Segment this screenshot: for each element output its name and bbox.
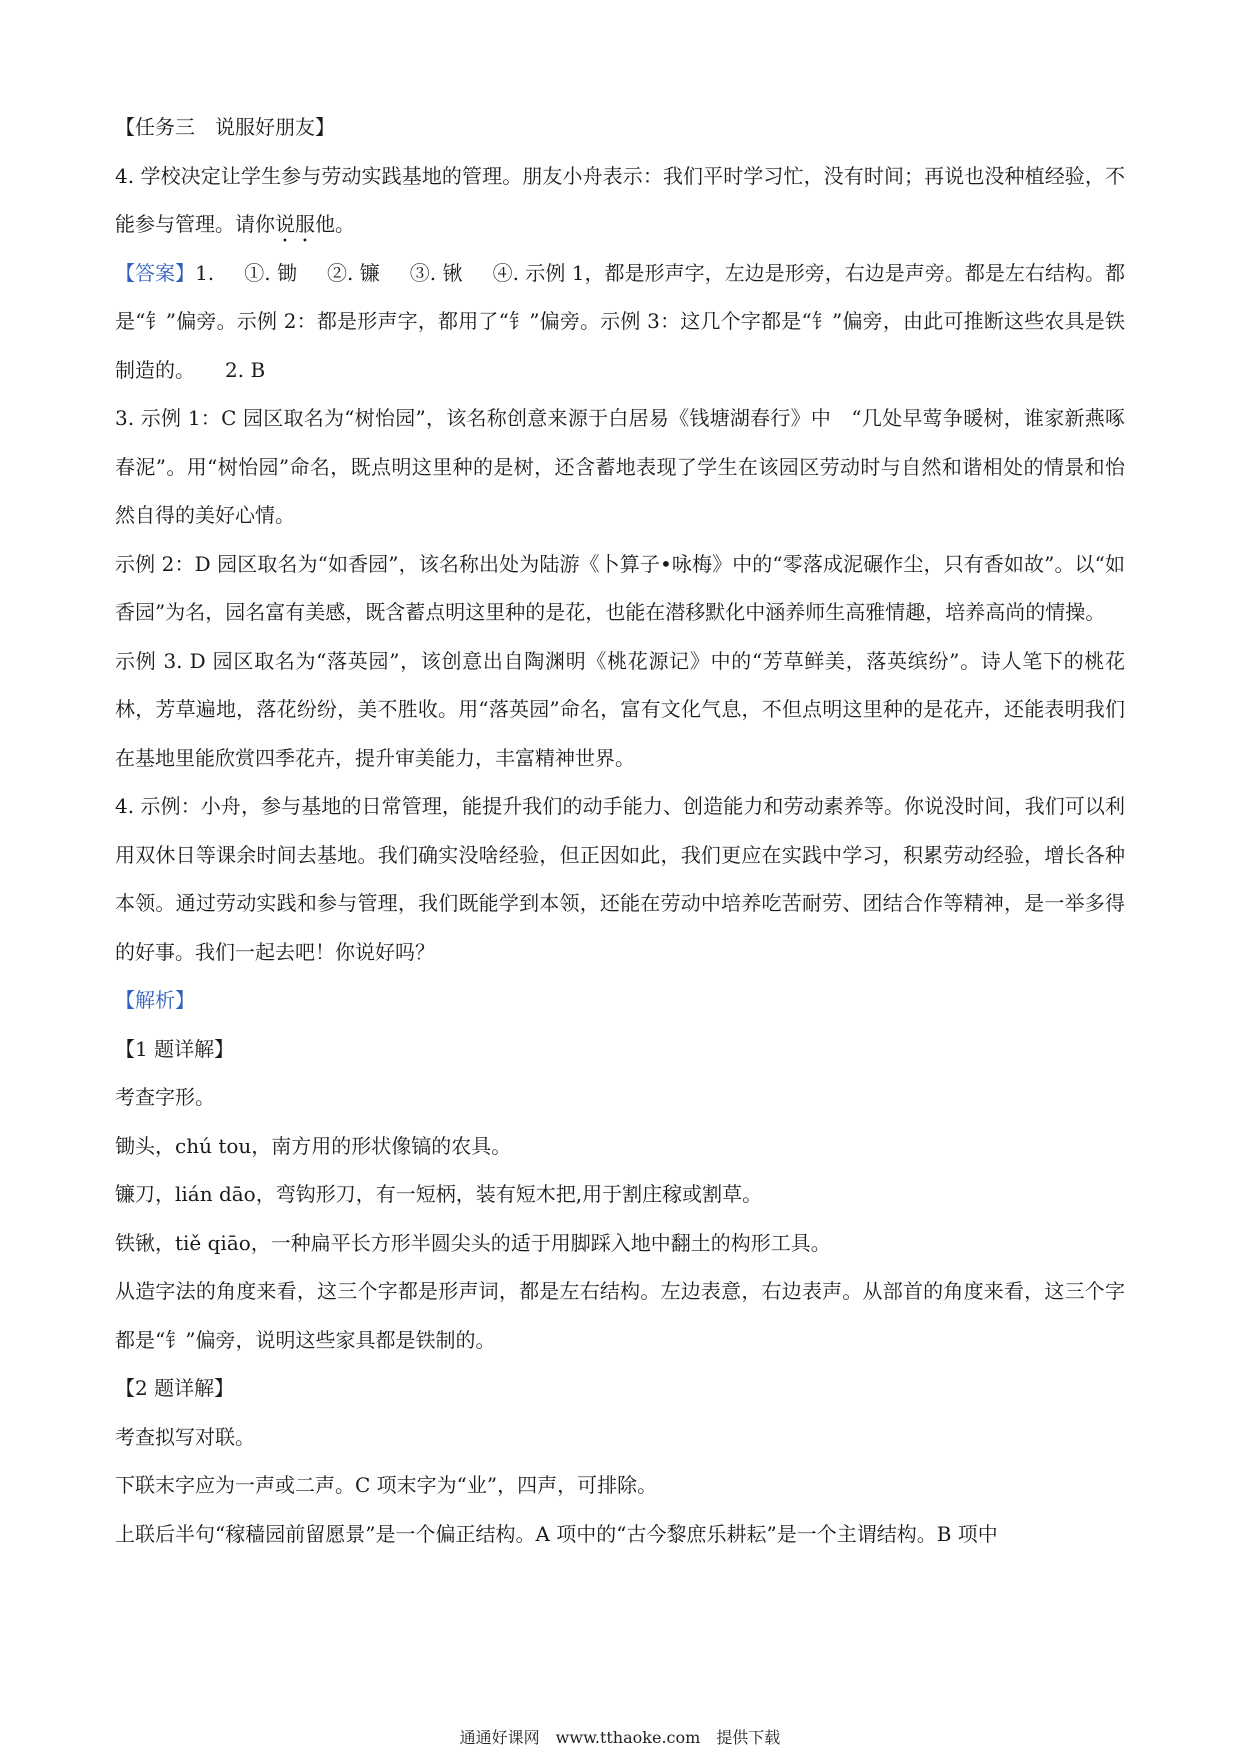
q2-detail-line: 考查拟写对联。 <box>115 1424 255 1449</box>
answer-3-example-2: 示例 2：D 园区取名为“如香园”，该名称出处为陆游《卜算子•咏梅》中的“零落成泥碾作尘，只有香如故”。以“如香园”为名，园名富有美感，既含蓄点明这里种的是花，也能在潜移默化中涵养师生高雅情趣，培养高尚的情操。 <box>115 551 1125 624</box>
answer-4: 4. 示例：小舟，参与基地的日常管理，能提升我们的动手能力、创造能力和劳动素养等。你说没时间，我们可以利用双休日等课余时间去基地。我们确实没啥经验，但正因如此，我们更应在实践中学习，积累劳动经验，增长各种本领。通过劳动实践和参与管理，我们既能学到本领，还能在劳动中培养吃苦耐劳、团结合作等精神，是一举多得的好事。我们一起去吧！你说好吗？ <box>115 794 1125 964</box>
question-4-text-end: 他。 <box>315 212 355 236</box>
q1-detail-line: 考查字形。 <box>115 1085 215 1109</box>
document-body <box>115 103 1125 1558</box>
answer-label: 【答案】 <box>115 260 196 285</box>
answer-1-number: 1. <box>195 260 215 285</box>
answer-1-item-4: ④. 示例 1，都是形声字，左边是形旁，右边是声旁。都是左右结构。都是“钅”偏旁。示例 2：都是形声字，都用了“钅”偏旁。示例 3：这几个字都是“钅”偏旁，由此可推断这些农具是铁制造的。 <box>115 260 1126 382</box>
answer-1-item: ②. 镰 <box>326 260 380 285</box>
task-heading: 【任务三 说服好朋友】 <box>115 115 335 139</box>
q2-detail-heading: 【2 题详解】 <box>115 1376 235 1400</box>
question-4-emphasis: 说服 <box>275 212 315 236</box>
q1-detail-line: 锄头，chú tou，南方用的形状像镐的农具。 <box>115 1133 512 1158</box>
question-4 <box>115 152 1125 249</box>
answer-1-paragraph <box>115 249 1125 395</box>
answer-1-item: ①. 锄 <box>244 260 297 285</box>
question-4-text: 4. 学校决定让学生参与劳动实践基地的管理。朋友小舟表示：我们平时学习忙，没有时间；再说也没种植经验，不能参与管理。请你 <box>115 163 1125 236</box>
q2-detail-line: 下联末字应为一声或二声。C 项末字为“业”，四声，可排除。 <box>115 1473 658 1497</box>
q2-detail-line: 上联后半句“稼穑园前留愿景”是一个偏正结构。A 项中的“古今黎庶乐耕耘”是一个主谓结构。B 项中 <box>115 1521 998 1546</box>
q1-detail-heading: 【1 题详解】 <box>115 1036 235 1061</box>
analysis-label: 【解析】 <box>115 988 195 1012</box>
answer-1-item: ③. 锹 <box>409 260 463 285</box>
q1-detail-line: 铁锹，tiě qiāo，一种扁平长方形半圆尖头的适于用脚踩入地中翻土的构形工具。 <box>115 1230 831 1255</box>
answer-3-example-3: 示例 3. D 园区取名为“落英园”，该创意出自陶渊明《桃花源记》中的“芳草鲜美，落英缤纷”。诗人笔下的桃花林，芳草遍地，落花纷纷，美不胜收。用“落英园”命名，富有文化气息，不但点明这里种的是花卉，还能表明我们在基地里能欣赏四季花卉，提升审美能力，丰富精神世界。 <box>115 648 1125 770</box>
q1-detail-line: 从造字法的角度来看，这三个字都是形声词，都是左右结构。左边表意，右边表声。从部首的角度来看，这三个字都是“钅”偏旁，说明这些家具都是铁制的。 <box>115 1279 1125 1352</box>
answer-3-example-1: 3. 示例 1：C 园区取名为“树怡园”，该名称创意来源于白居易《钱塘湖春行》中 “几处早莺争暖树，谁家新燕啄春泥”。用“树怡园”命名，既点明这里种的是树，还含蓄地表现了学生在该园区劳动时与自然和谐相处的情景和怡然自得的美好心情。 <box>115 406 1125 527</box>
q1-detail-line: 镰刀，lián dāo，弯钩形刀，有一短柄，装有短木把,用于割庄稼或割草。 <box>115 1182 763 1206</box>
answer-2: 2. B <box>225 357 266 382</box>
page-footer: 通通好课网 www.tthaoke.com 提供下载 <box>459 1728 781 1747</box>
